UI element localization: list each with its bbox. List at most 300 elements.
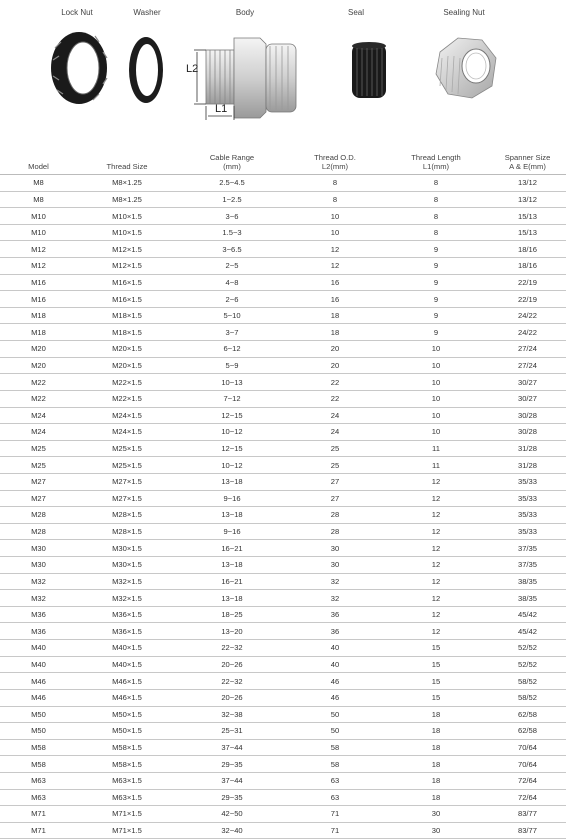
cell-spanner-size: 62/58: [489, 706, 566, 723]
cell-cable-range: 9~16: [177, 490, 287, 507]
cell-thread-size: M36×1.5: [77, 606, 177, 623]
cell-thread-length: 18: [383, 756, 489, 773]
table-row: [0, 341, 566, 358]
cell-model: M25: [0, 457, 77, 474]
cell-thread-od: 10: [287, 208, 383, 225]
cell-thread-size: M25×1.5: [77, 440, 177, 457]
cell-model: M24: [0, 424, 77, 441]
cell-cable-range: 20~26: [177, 656, 287, 673]
cell-cable-range: 6~12: [177, 341, 287, 358]
cell-thread-length: 18: [383, 706, 489, 723]
cell-cable-range: 13~18: [177, 473, 287, 490]
cell-thread-size: M24×1.5: [77, 407, 177, 424]
table-row: [0, 573, 566, 590]
cell-model: M10: [0, 224, 77, 241]
cell-spanner-size: 30/28: [489, 407, 566, 424]
cell-thread-size: M58×1.5: [77, 739, 177, 756]
cell-spanner-size: 52/52: [489, 656, 566, 673]
cell-thread-od: 30: [287, 540, 383, 557]
table-row: [0, 806, 566, 823]
cell-thread-size: M8×1.25: [77, 175, 177, 192]
table-row: [0, 822, 566, 839]
cell-thread-od: 20: [287, 341, 383, 358]
cell-spanner-size: 83/77: [489, 806, 566, 823]
cell-thread-size: M58×1.5: [77, 756, 177, 773]
cell-model: M36: [0, 623, 77, 640]
cell-thread-size: M40×1.5: [77, 656, 177, 673]
cell-thread-od: 25: [287, 457, 383, 474]
body-image: [186, 24, 311, 124]
cell-thread-size: M18×1.5: [77, 307, 177, 324]
cell-thread-length: 9: [383, 324, 489, 341]
table-row: [0, 191, 566, 208]
cell-spanner-size: 35/33: [489, 523, 566, 540]
cell-spanner-size: 70/64: [489, 756, 566, 773]
spec-table: [0, 145, 566, 839]
cell-spanner-size: 35/33: [489, 490, 566, 507]
cell-cable-range: 18~25: [177, 606, 287, 623]
cell-thread-length: 12: [383, 573, 489, 590]
sealing-nut-label: Sealing Nut: [443, 8, 485, 17]
cell-thread-size: M25×1.5: [77, 457, 177, 474]
cell-spanner-size: 22/19: [489, 274, 566, 291]
cell-cable-range: 1.5~3: [177, 224, 287, 241]
seal-image: [346, 40, 392, 102]
cell-spanner-size: 83/77: [489, 822, 566, 839]
table-row: [0, 390, 566, 407]
cell-cable-range: 37~44: [177, 739, 287, 756]
cell-thread-size: M30×1.5: [77, 540, 177, 557]
cell-spanner-size: 24/22: [489, 307, 566, 324]
cell-thread-od: 24: [287, 424, 383, 441]
cell-thread-od: 10: [287, 224, 383, 241]
table-row: [0, 224, 566, 241]
cell-cable-range: 32~38: [177, 706, 287, 723]
cell-thread-size: M46×1.5: [77, 673, 177, 690]
cell-spanner-size: 37/35: [489, 557, 566, 574]
table-row: [0, 241, 566, 258]
cell-model: M71: [0, 806, 77, 823]
cell-model: M12: [0, 241, 77, 258]
table-row: [0, 673, 566, 690]
cell-cable-range: 16~21: [177, 573, 287, 590]
cell-thread-od: 40: [287, 640, 383, 657]
cell-thread-size: M27×1.5: [77, 490, 177, 507]
table-row: [0, 258, 566, 275]
table-row: [0, 457, 566, 474]
cell-thread-od: 36: [287, 623, 383, 640]
header-thread-length: Thread Length L1(mm): [383, 145, 489, 175]
cell-cable-range: 10~12: [177, 457, 287, 474]
cell-thread-size: M12×1.5: [77, 258, 177, 275]
cell-thread-od: 40: [287, 656, 383, 673]
cell-thread-length: 18: [383, 772, 489, 789]
cell-cable-range: 20~26: [177, 689, 287, 706]
cell-thread-size: M10×1.5: [77, 224, 177, 241]
cell-model: M36: [0, 606, 77, 623]
parts-diagram: [0, 0, 566, 140]
cell-model: M32: [0, 573, 77, 590]
cell-cable-range: 2~6: [177, 291, 287, 308]
cell-model: M30: [0, 540, 77, 557]
cell-cable-range: 13~20: [177, 623, 287, 640]
cell-cable-range: 1~2.5: [177, 191, 287, 208]
cell-thread-length: 18: [383, 723, 489, 740]
cell-thread-size: M28×1.5: [77, 507, 177, 524]
cell-cable-range: 12~15: [177, 440, 287, 457]
cell-thread-length: 18: [383, 739, 489, 756]
cell-thread-length: 12: [383, 606, 489, 623]
cell-thread-size: M32×1.5: [77, 590, 177, 607]
table-row: [0, 656, 566, 673]
cell-cable-range: 42~50: [177, 806, 287, 823]
cell-thread-od: 22: [287, 374, 383, 391]
cell-cable-range: 2.5~4.5: [177, 175, 287, 192]
cell-thread-length: 9: [383, 307, 489, 324]
cell-thread-od: 8: [287, 175, 383, 192]
cell-thread-length: 12: [383, 490, 489, 507]
cell-spanner-size: 13/12: [489, 191, 566, 208]
cell-model: M18: [0, 324, 77, 341]
cell-cable-range: 22~32: [177, 640, 287, 657]
table-row: [0, 590, 566, 607]
cell-cable-range: 9~16: [177, 523, 287, 540]
cell-thread-od: 24: [287, 407, 383, 424]
table-row: [0, 640, 566, 657]
cell-spanner-size: 31/28: [489, 440, 566, 457]
cell-thread-od: 32: [287, 573, 383, 590]
washer-label: Washer: [133, 8, 161, 17]
cell-thread-length: 12: [383, 473, 489, 490]
cell-spanner-size: 15/13: [489, 208, 566, 225]
cell-model: M22: [0, 374, 77, 391]
table-row: [0, 739, 566, 756]
cell-thread-length: 11: [383, 440, 489, 457]
cell-thread-length: 11: [383, 457, 489, 474]
cell-model: M16: [0, 291, 77, 308]
cell-cable-range: 32~40: [177, 822, 287, 839]
body-label: Body: [235, 8, 255, 17]
cell-spanner-size: 70/64: [489, 739, 566, 756]
cell-thread-size: M36×1.5: [77, 623, 177, 640]
cell-model: M22: [0, 390, 77, 407]
cell-model: M32: [0, 590, 77, 607]
cell-thread-length: 9: [383, 258, 489, 275]
lock-nut-image: [45, 28, 113, 106]
cell-model: M28: [0, 523, 77, 540]
cell-spanner-size: 15/13: [489, 224, 566, 241]
cell-cable-range: 10~13: [177, 374, 287, 391]
cell-model: M28: [0, 507, 77, 524]
cell-model: M12: [0, 258, 77, 275]
cell-model: M8: [0, 175, 77, 192]
cell-thread-od: 28: [287, 523, 383, 540]
cell-thread-length: 12: [383, 590, 489, 607]
cell-spanner-size: 35/33: [489, 473, 566, 490]
cell-spanner-size: 52/52: [489, 640, 566, 657]
cell-thread-length: 8: [383, 175, 489, 192]
table-body: [0, 175, 566, 839]
cell-model: M18: [0, 307, 77, 324]
header-model: Model: [0, 145, 77, 175]
cell-thread-size: M28×1.5: [77, 523, 177, 540]
cell-thread-size: M20×1.5: [77, 357, 177, 374]
cell-model: M30: [0, 557, 77, 574]
header-thread-size: Thread Size: [77, 145, 177, 175]
cell-thread-length: 9: [383, 274, 489, 291]
table-row: [0, 507, 566, 524]
table-header-row: [0, 145, 566, 175]
cell-cable-range: 25~31: [177, 723, 287, 740]
cell-model: M24: [0, 407, 77, 424]
cell-thread-size: M22×1.5: [77, 374, 177, 391]
cell-model: M63: [0, 772, 77, 789]
cell-cable-range: 5~9: [177, 357, 287, 374]
table-row: [0, 557, 566, 574]
cell-thread-od: 12: [287, 241, 383, 258]
dim-l1-label: L1: [215, 103, 228, 115]
cell-thread-size: M30×1.5: [77, 557, 177, 574]
table-row: [0, 208, 566, 225]
cell-thread-length: 8: [383, 208, 489, 225]
cell-spanner-size: 62/58: [489, 723, 566, 740]
cell-thread-length: 12: [383, 540, 489, 557]
sealing-nut-image: [430, 30, 504, 104]
cell-model: M20: [0, 341, 77, 358]
cell-cable-range: 22~32: [177, 673, 287, 690]
washer-image: [126, 34, 166, 106]
table-row: [0, 689, 566, 706]
cell-thread-od: 63: [287, 772, 383, 789]
cell-model: M25: [0, 440, 77, 457]
cell-model: M40: [0, 656, 77, 673]
cell-thread-length: 15: [383, 640, 489, 657]
cell-cable-range: 4~8: [177, 274, 287, 291]
cell-thread-od: 50: [287, 706, 383, 723]
cell-thread-size: M16×1.5: [77, 291, 177, 308]
cell-thread-size: M24×1.5: [77, 424, 177, 441]
cell-thread-od: 63: [287, 789, 383, 806]
cell-model: M71: [0, 822, 77, 839]
cell-model: M58: [0, 739, 77, 756]
cell-model: M16: [0, 274, 77, 291]
cell-thread-length: 12: [383, 623, 489, 640]
cell-spanner-size: 72/64: [489, 772, 566, 789]
cell-thread-size: M20×1.5: [77, 341, 177, 358]
cell-thread-od: 16: [287, 291, 383, 308]
cell-thread-od: 22: [287, 390, 383, 407]
table-row: [0, 756, 566, 773]
cell-thread-length: 30: [383, 822, 489, 839]
cell-cable-range: 16~21: [177, 540, 287, 557]
cell-thread-length: 9: [383, 291, 489, 308]
cell-thread-length: 15: [383, 689, 489, 706]
cell-thread-size: M8×1.25: [77, 191, 177, 208]
cell-thread-od: 25: [287, 440, 383, 457]
cell-spanner-size: 30/28: [489, 424, 566, 441]
cell-thread-size: M40×1.5: [77, 640, 177, 657]
cell-cable-range: 3~6.5: [177, 241, 287, 258]
table-row: [0, 175, 566, 192]
cell-model: M20: [0, 357, 77, 374]
table-row: [0, 274, 566, 291]
cell-thread-size: M46×1.5: [77, 689, 177, 706]
cell-spanner-size: 38/35: [489, 573, 566, 590]
cell-cable-range: 3~6: [177, 208, 287, 225]
cell-thread-od: 30: [287, 557, 383, 574]
cell-thread-size: M32×1.5: [77, 573, 177, 590]
cell-model: M46: [0, 689, 77, 706]
cell-spanner-size: 18/16: [489, 241, 566, 258]
cell-spanner-size: 58/52: [489, 689, 566, 706]
cell-spanner-size: 22/19: [489, 291, 566, 308]
cell-thread-od: 58: [287, 756, 383, 773]
cell-spanner-size: 31/28: [489, 457, 566, 474]
cell-spanner-size: 27/24: [489, 341, 566, 358]
cell-cable-range: 13~18: [177, 557, 287, 574]
table-row: [0, 606, 566, 623]
cell-spanner-size: 45/42: [489, 623, 566, 640]
cell-cable-range: 5~10: [177, 307, 287, 324]
cell-model: M40: [0, 640, 77, 657]
table-row: [0, 473, 566, 490]
cell-thread-od: 20: [287, 357, 383, 374]
cell-thread-od: 27: [287, 490, 383, 507]
cell-model: M46: [0, 673, 77, 690]
cell-thread-od: 71: [287, 822, 383, 839]
table-row: [0, 374, 566, 391]
table-row: [0, 440, 566, 457]
cell-model: M27: [0, 490, 77, 507]
cell-thread-size: M27×1.5: [77, 473, 177, 490]
cell-thread-size: M50×1.5: [77, 723, 177, 740]
cell-cable-range: 37~44: [177, 772, 287, 789]
cell-thread-size: M71×1.5: [77, 806, 177, 823]
cell-thread-length: 18: [383, 789, 489, 806]
cell-cable-range: 2~5: [177, 258, 287, 275]
table-row: [0, 723, 566, 740]
table-row: [0, 407, 566, 424]
cell-model: M50: [0, 706, 77, 723]
cell-model: M10: [0, 208, 77, 225]
table-row: [0, 789, 566, 806]
cell-thread-size: M22×1.5: [77, 390, 177, 407]
cell-spanner-size: 13/12: [489, 175, 566, 192]
cell-thread-size: M63×1.5: [77, 789, 177, 806]
cell-thread-od: 16: [287, 274, 383, 291]
cell-spanner-size: 38/35: [489, 590, 566, 607]
cell-thread-size: M71×1.5: [77, 822, 177, 839]
cell-thread-length: 8: [383, 224, 489, 241]
cell-spanner-size: 24/22: [489, 324, 566, 341]
cell-model: M50: [0, 723, 77, 740]
table-row: [0, 291, 566, 308]
cell-thread-length: 12: [383, 507, 489, 524]
seal-label: Seal: [347, 8, 365, 17]
cell-cable-range: 10~12: [177, 424, 287, 441]
table-row: [0, 307, 566, 324]
lock-nut-label: Lock Nut: [61, 8, 93, 17]
cell-spanner-size: 30/27: [489, 390, 566, 407]
cell-cable-range: 3~7: [177, 324, 287, 341]
cell-thread-size: M12×1.5: [77, 241, 177, 258]
cell-model: M63: [0, 789, 77, 806]
cell-spanner-size: 30/27: [489, 374, 566, 391]
cell-thread-length: 10: [383, 407, 489, 424]
table-row: [0, 540, 566, 557]
cell-model: M27: [0, 473, 77, 490]
cell-spanner-size: 35/33: [489, 507, 566, 524]
cell-cable-range: 13~18: [177, 507, 287, 524]
cell-model: M58: [0, 756, 77, 773]
cell-thread-od: 46: [287, 689, 383, 706]
cell-thread-od: 50: [287, 723, 383, 740]
cell-thread-od: 58: [287, 739, 383, 756]
cell-thread-size: M16×1.5: [77, 274, 177, 291]
table-row: [0, 523, 566, 540]
cell-thread-length: 15: [383, 656, 489, 673]
cell-thread-length: 12: [383, 557, 489, 574]
cell-thread-length: 12: [383, 523, 489, 540]
cell-thread-od: 27: [287, 473, 383, 490]
cell-thread-length: 10: [383, 390, 489, 407]
cell-spanner-size: 37/35: [489, 540, 566, 557]
cell-cable-range: 7~12: [177, 390, 287, 407]
dim-l2-label: L2: [186, 63, 199, 75]
table-row: [0, 706, 566, 723]
cell-cable-range: 13~18: [177, 590, 287, 607]
cell-thread-od: 18: [287, 324, 383, 341]
cell-thread-length: 9: [383, 241, 489, 258]
cell-thread-od: 46: [287, 673, 383, 690]
table-row: [0, 424, 566, 441]
cell-thread-od: 32: [287, 590, 383, 607]
cell-thread-length: 10: [383, 341, 489, 358]
cell-thread-od: 12: [287, 258, 383, 275]
cell-thread-od: 71: [287, 806, 383, 823]
cell-spanner-size: 58/52: [489, 673, 566, 690]
cell-cable-range: 29~35: [177, 756, 287, 773]
cell-thread-size: M10×1.5: [77, 208, 177, 225]
cell-spanner-size: 27/24: [489, 357, 566, 374]
table-row: [0, 490, 566, 507]
cell-spanner-size: 45/42: [489, 606, 566, 623]
table-row: [0, 324, 566, 341]
header-cable-range: Cable Range (mm): [177, 145, 287, 175]
cell-thread-od: 36: [287, 606, 383, 623]
table-row: [0, 623, 566, 640]
cell-model: M8: [0, 191, 77, 208]
cell-thread-od: 8: [287, 191, 383, 208]
cell-thread-length: 10: [383, 357, 489, 374]
cell-thread-length: 30: [383, 806, 489, 823]
cell-thread-size: M63×1.5: [77, 772, 177, 789]
header-thread-od: Thread O.D. L2(mm): [287, 145, 383, 175]
cell-thread-size: M18×1.5: [77, 324, 177, 341]
cell-thread-length: 8: [383, 191, 489, 208]
header-spanner-size: Spanner Size A & E(mm): [489, 145, 566, 175]
cell-spanner-size: 18/16: [489, 258, 566, 275]
cell-thread-length: 10: [383, 424, 489, 441]
cell-thread-length: 10: [383, 374, 489, 391]
cell-thread-size: M50×1.5: [77, 706, 177, 723]
cell-spanner-size: 72/64: [489, 789, 566, 806]
table-row: [0, 357, 566, 374]
cell-thread-od: 18: [287, 307, 383, 324]
cell-thread-od: 28: [287, 507, 383, 524]
cell-cable-range: 29~35: [177, 789, 287, 806]
table-row: [0, 772, 566, 789]
